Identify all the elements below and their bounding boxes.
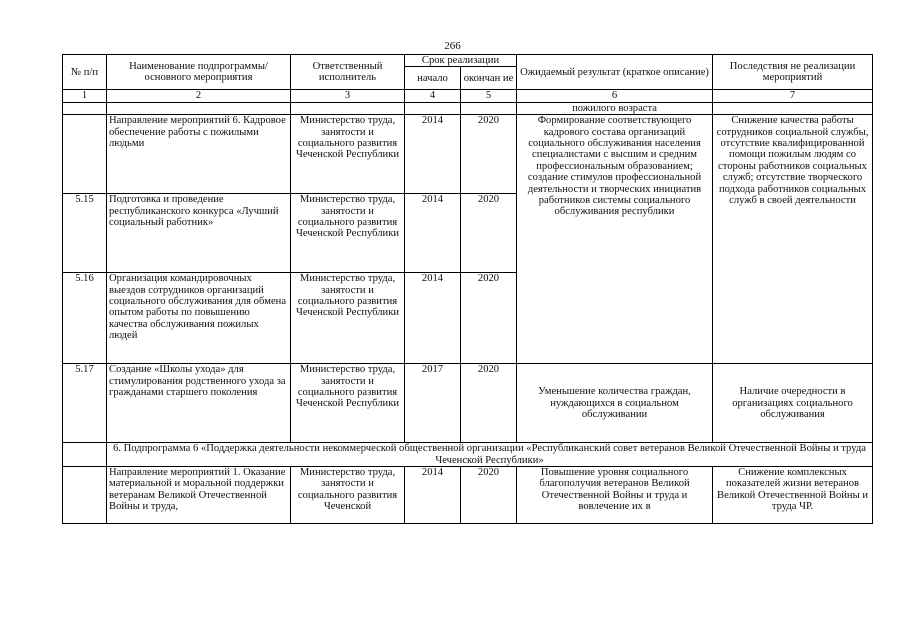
row-name: Направление мероприятий 1. Оказание материальной и моральной поддержки ветеранам Великой Отечественной Войны и труда,: [107, 467, 291, 524]
row-consequences: Снижение комплексных показателей жизни ветеранов Великой Отечественной Войны и труда ЧР.: [713, 467, 873, 524]
table-row: [63, 467, 873, 524]
row-result: Уменьшение количества граждан, нуждающихся в социальном обслуживании: [517, 364, 713, 443]
merged-result: Формирование соответствующего кадрового состава организаций социального обслуживания населения специалистами с высшим и средним профессиональным образованием; создание стимулов профессиональной деятельности и творческих инициатив работников системы социального обслуживания республики: [517, 115, 713, 364]
row-num: [63, 467, 107, 524]
row-num: [63, 115, 107, 194]
row-end: 2020: [461, 115, 517, 194]
page-number: 266: [444, 40, 461, 52]
carry-over-text: пожилого возраста: [517, 102, 713, 114]
row-result: Повышение уровня социального благополучия ветеранов Великой Отечественной Войны и труда и вовлечение их в: [517, 467, 713, 524]
header-term: Срок реализации: [405, 55, 517, 67]
header-consequences: Последствия не реализации мероприятий: [713, 55, 873, 90]
col-number: 1: [63, 90, 107, 102]
subprogram-title: 6. Подпрограмма 6 «Поддержка деятельности некоммерческой общественной организации «Республиканский совет ветеранов Великой Отечественной Войны и труда Чеченской Республики»: [107, 443, 873, 467]
row-consequences: Наличие очередности в организациях социального обслуживания: [713, 364, 873, 443]
row-name: Подготовка и проведение республиканского конкурса «Лучший социальный работник»: [107, 194, 291, 273]
row-name: Направление мероприятий 6. Кадровое обеспечение работы с пожилыми людьми: [107, 115, 291, 194]
row-responsible: Министерство труда, занятости и социального развития Чеченской: [291, 467, 405, 524]
row-start: 2014: [405, 115, 461, 194]
header-name: Наименование подпрограммы/ основного мероприятия: [107, 55, 291, 90]
header-result: Ожидаемый результат (краткое описание): [517, 55, 713, 90]
header-num: № п/п: [63, 55, 107, 90]
row-start: 2014: [405, 467, 461, 524]
header-row: [63, 55, 873, 67]
row-num: 5.16: [63, 273, 107, 364]
row-start: 2014: [405, 273, 461, 364]
col-number: 2: [107, 90, 291, 102]
carry-over-row: [63, 102, 873, 114]
header-responsible: Ответственный исполнитель: [291, 55, 405, 90]
row-name: Создание «Школы ухода» для стимулирования родственного ухода за гражданами старшего поколения: [107, 364, 291, 443]
row-num: 5.17: [63, 364, 107, 443]
subprogram-row: [63, 443, 873, 467]
col-number: 7: [713, 90, 873, 102]
col-number: 3: [291, 90, 405, 102]
col-number: 4: [405, 90, 461, 102]
row-end: 2020: [461, 364, 517, 443]
row-responsible: Министерство труда, занятости и социального развития Чеченской Республики: [291, 194, 405, 273]
row-responsible: Министерство труда, занятости и социального развития Чеченской Республики: [291, 115, 405, 194]
program-table: [62, 54, 873, 524]
row-start: 2014: [405, 194, 461, 273]
row-start: 2017: [405, 364, 461, 443]
col-number: 6: [517, 90, 713, 102]
col-number: 5: [461, 90, 517, 102]
row-responsible: Министерство труда, занятости и социального развития Чеченской Республики: [291, 364, 405, 443]
table-row: [63, 115, 873, 194]
row-end: 2020: [461, 273, 517, 364]
merged-consequences: Снижение качества работы сотрудников социальной службы, отсутствие квалифицированной помощи пожилым людям со стороны работников социальных служб; отсутствие творческого подхода работников социальных служб в своей деятельности: [713, 115, 873, 364]
header-end: окончан ие: [461, 67, 517, 90]
row-name: Организация командировочных выездов сотрудников организаций социального обслуживания для обмена опытом работы по повышению качества обслуживания пожилых людей: [107, 273, 291, 364]
row-responsible: Министерство труда, занятости и социального развития Чеченской Республики: [291, 273, 405, 364]
row-end: 2020: [461, 467, 517, 524]
header-start: начало: [405, 67, 461, 90]
row-end: 2020: [461, 194, 517, 273]
row-num: 5.15: [63, 194, 107, 273]
table-row: [63, 364, 873, 443]
column-number-row: [63, 90, 873, 102]
